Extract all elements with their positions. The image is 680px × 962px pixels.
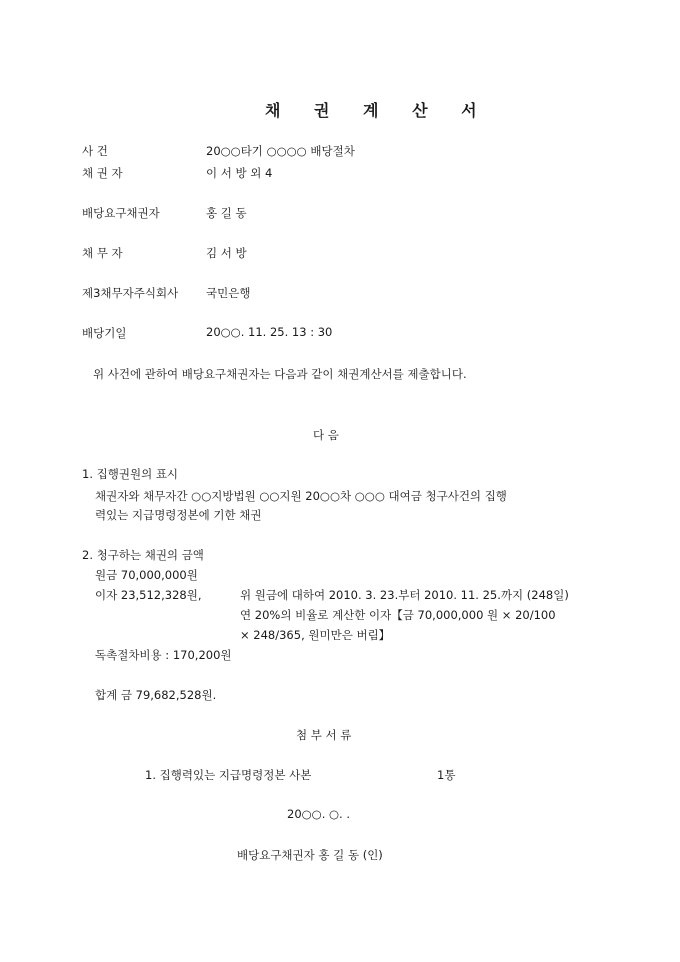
attachments-heading: 첨 부 서 류 [296, 728, 352, 742]
section1-line1: 채권자와 채무자간 ○○지방법원 ○○지원 20○○차 ○○○ 대여금 청구사건의 집행 [95, 489, 507, 503]
total-amount: 합계 금 79,682,528원. [95, 688, 217, 702]
case-label: 사 건 [82, 144, 108, 158]
third-party-debtor-value: 국민은행 [206, 286, 251, 300]
claimant-value: 홍 길 동 [206, 206, 247, 220]
procedure-costs: 독촉절차비용 : 170,200원 [95, 648, 232, 662]
section-heading: 다 음 [313, 428, 339, 442]
creditor-value: 이 서 방 외 4 [206, 166, 273, 180]
section2-title: 2. 청구하는 채권의 금액 [82, 548, 204, 562]
distribution-date-label: 배당기일 [82, 326, 127, 340]
creditor-label: 채 권 자 [82, 166, 123, 180]
distribution-date-value: 20○○. 11. 25. 13 : 30 [206, 325, 333, 339]
principal-amount: 원금 70,000,000원 [95, 568, 198, 582]
attachment-count: 1통 [437, 768, 456, 782]
claimant-label: 배당요구채권자 [82, 206, 160, 220]
debtor-label: 채 무 자 [82, 246, 123, 260]
signature-line: 배당요구채권자 홍 길 동 (인) [237, 848, 383, 862]
section1-line2: 력있는 지급명령정본에 기한 채권 [95, 508, 262, 522]
section1-title: 1. 집행권원의 표시 [82, 467, 179, 481]
intro-paragraph: 위 사건에 관하여 배당요구채권자는 다음과 같이 채권계산서를 제출합니다. [93, 367, 467, 381]
interest-detail-line2: 연 20%의 비율로 계산한 이자【금 70,000,000 원 × 20/100 [240, 608, 556, 622]
signing-date: 20○○. ○. . [287, 807, 351, 821]
third-party-debtor-label: 제3채무자주식회사 [82, 286, 179, 300]
interest-detail-line1: 위 원금에 대하여 2010. 3. 23.부터 2010. 11. 25.까지 (248일) [240, 588, 569, 602]
document-title: 채 권 계 산 서 [265, 101, 491, 120]
debtor-value: 김 서 방 [206, 246, 247, 260]
attachment-item: 1. 집행력있는 지급명령정본 사본 [145, 768, 312, 782]
case-value: 20○○타기 ○○○○ 배당절차 [206, 144, 355, 158]
interest-detail-line3: × 248/365, 원미만은 버림】 [240, 628, 391, 642]
interest-amount: 이자 23,512,328원, [95, 588, 202, 602]
